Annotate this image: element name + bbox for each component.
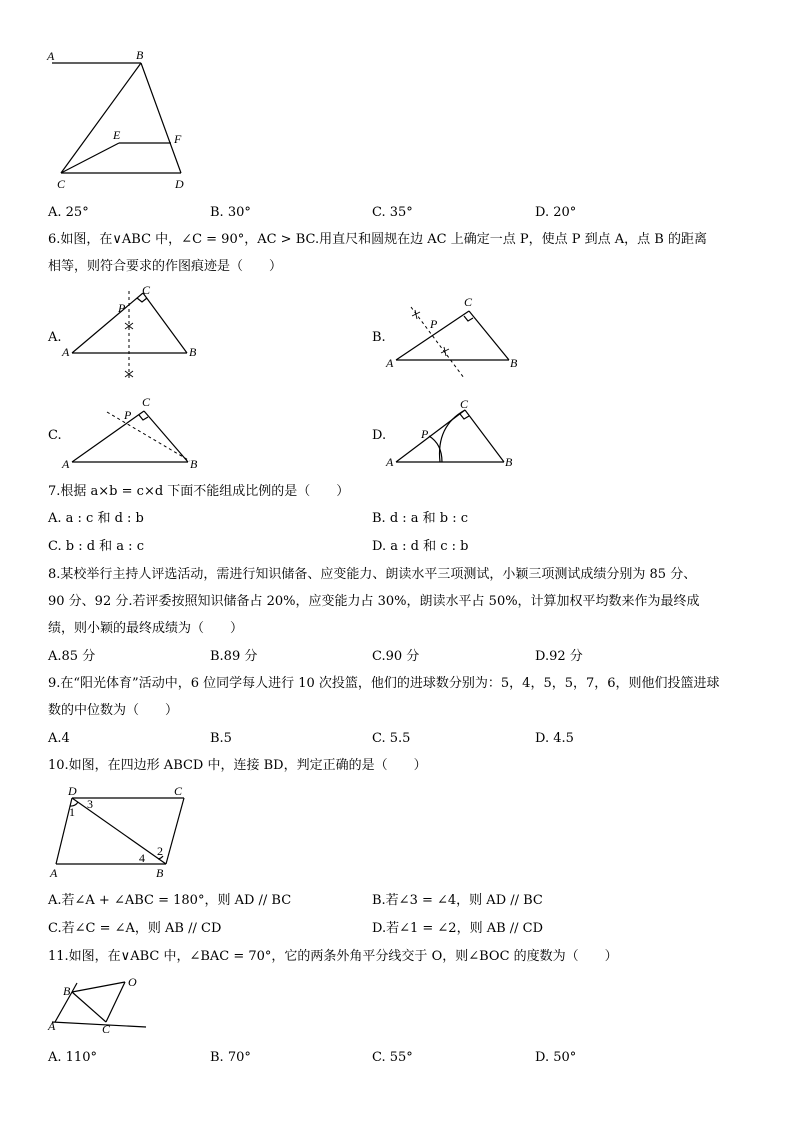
q11-label-A: A — [48, 1019, 56, 1033]
q10-label-2: 2 — [157, 844, 163, 858]
q11-label-O: O — [128, 975, 137, 989]
q6a-label-P: P — [118, 301, 126, 315]
q6b-label-C: C — [464, 295, 473, 309]
q11-figure — [44, 970, 154, 1040]
q7-option-d: D. a : d 和 c : b — [372, 539, 469, 554]
q11-option-b: B. 70° — [210, 1050, 251, 1065]
q9-stem-line1: 9.在“阳光体育”活动中，6 位同学每人进行 10 次投篮，他们的进球数分别为：5，4，5，5，7，6，则他们投篮进球 — [48, 676, 720, 691]
q11-option-a: A. 110° — [48, 1050, 97, 1065]
q11-option-d: D. 50° — [535, 1050, 577, 1065]
q5-label-B: B — [136, 48, 144, 62]
q6-choice-b-label: B. — [372, 330, 386, 345]
q6b-label-A: A — [386, 356, 394, 370]
q11-label-B: B — [63, 984, 71, 998]
q10-option-d: D.若∠1 = ∠2，则 AB // CD — [372, 921, 544, 936]
q11-label-C: C — [102, 1022, 111, 1036]
q5-label-E: E — [113, 128, 121, 142]
q9-option-b: B.5 — [210, 731, 232, 746]
q6a-label-B: B — [189, 345, 197, 359]
q6b-label-P: P — [430, 317, 438, 331]
q7-stem: 7.根据 a×b = c×d 下面不能组成比例的是（ ） — [48, 484, 350, 499]
q11-stem: 11.如图，在∨ABC 中，∠BAC = 70°，它的两条外角平分线交于 O，则∠BOC 的度数为（ ） — [48, 949, 618, 964]
q6c-label-P: P — [124, 408, 132, 422]
q10-label-3: 3 — [87, 797, 93, 811]
q10-figure — [44, 780, 194, 880]
q6-figure-d — [384, 396, 534, 471]
q10-label-B: B — [156, 866, 164, 880]
q10-label-C: C — [174, 784, 183, 798]
q5-option-d: D. 20° — [535, 205, 577, 220]
q6c-label-B: B — [190, 457, 198, 471]
q9-option-c: C. 5.5 — [372, 731, 411, 746]
q6c-label-A: A — [62, 457, 70, 471]
q8-option-c: C.90 分 — [372, 649, 420, 664]
q5-figure — [44, 46, 194, 196]
q6d-label-C: C — [460, 397, 469, 411]
q8-stem-line2: 90 分、92 分.若评委按照知识储备占 20%，应变能力占 30%，朗读水平占 50%，计算加权平均数来作为最终成 — [48, 594, 700, 609]
q5-label-D: D — [175, 177, 184, 191]
q8-option-a: A.85 分 — [48, 649, 96, 664]
q8-stem-line3: 绩，则小颖的最终成绩为（ ） — [48, 621, 244, 636]
q6-figure-a — [60, 283, 210, 385]
q6-choice-d-label: D. — [372, 428, 387, 443]
q7-option-a: A. a : c 和 d : b — [48, 511, 144, 526]
q9-option-a: A.4 — [48, 731, 70, 746]
q10-option-b: B.若∠3 = ∠4，则 AD // BC — [372, 893, 543, 908]
q6-choice-a-label: A. — [48, 330, 62, 345]
q8-option-b: B.89 分 — [210, 649, 258, 664]
q6-choice-c-label: C. — [48, 428, 62, 443]
q6-stem-line1: 6.如图，在∨ABC 中，∠C = 90°，AC > BC.用直尺和圆规在边 AC 上确定一点 P，使点 P 到点 A，点 B 的距离 — [48, 232, 707, 247]
q6-figure-b — [384, 290, 534, 385]
q7-option-c: C. b : d 和 a : c — [48, 539, 144, 554]
q6b-label-B: B — [510, 356, 518, 370]
q5-option-c: C. 35° — [372, 205, 413, 220]
q5-option-b: B. 30° — [210, 205, 251, 220]
q10-label-A: A — [50, 866, 58, 880]
q10-label-D: D — [68, 784, 77, 798]
q5-label-C: C — [57, 177, 66, 191]
q6-figure-c — [60, 393, 210, 473]
q6-stem-line2: 相等，则符合要求的作图痕迹是（ ） — [48, 259, 283, 274]
q11-option-c: C. 55° — [372, 1050, 413, 1065]
q6a-label-C: C — [142, 283, 151, 297]
q8-stem-line1: 8.某校举行主持人评选活动，需进行知识储备、应变能力、朗读水平三项测试，小颖三项测试成绩分别为 85 分、 — [48, 567, 697, 582]
q10-label-4: 4 — [139, 851, 145, 865]
q5-label-A: A — [47, 49, 55, 63]
q6c-label-C: C — [142, 395, 151, 409]
q10-option-c: C.若∠C = ∠A，则 AB // CD — [48, 921, 222, 936]
q6d-label-P: P — [421, 427, 429, 441]
q6a-label-A: A — [62, 345, 70, 359]
q7-option-b: B. d : a 和 b : c — [372, 511, 469, 526]
q10-label-1: 1 — [69, 805, 75, 819]
q6d-label-B: B — [505, 455, 513, 469]
q5-label-F: F — [174, 132, 182, 146]
q9-option-d: D. 4.5 — [535, 731, 574, 746]
q10-option-a: A.若∠A + ∠ABC = 180°，则 AD // BC — [48, 893, 292, 908]
q8-option-d: D.92 分 — [535, 649, 583, 664]
q6d-label-A: A — [386, 455, 394, 469]
q10-stem: 10.如图，在四边形 ABCD 中，连接 BD，判定正确的是（ ） — [48, 758, 427, 773]
q9-stem-line2: 数的中位数为（ ） — [48, 703, 179, 718]
q5-option-a: A. 25° — [48, 205, 89, 220]
